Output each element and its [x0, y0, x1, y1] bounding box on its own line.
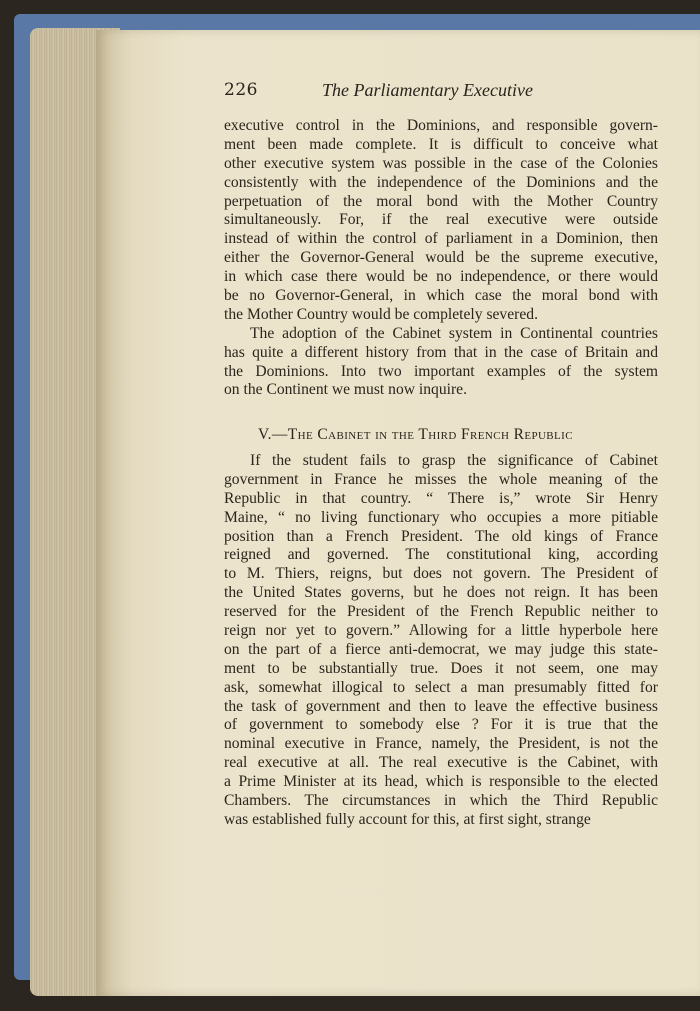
text-line: reserved for the President of the French Republic neither to [224, 603, 658, 621]
text-line: instead of within the control of parliament in a Dominion, then [224, 230, 658, 248]
body-text-bottom [224, 452, 658, 830]
page-header [224, 80, 664, 106]
text-line: consistently with the independence of the Dominions and the [224, 173, 658, 191]
section-heading: V.—The Cabinet in the Third French Republic [258, 426, 573, 443]
text-line: to M. Thiers, reigns, but does not govern. The President of [224, 565, 658, 583]
text-line: has quite a different history from that in the case of Britain and [224, 343, 658, 361]
running-title: The Parliamentary Executive [322, 80, 533, 100]
text-line: reigned and governed. The constitutional king, according [224, 546, 658, 564]
text-line: Chambers. The circumstances in which the Third Republic [224, 792, 658, 810]
text-line: the Mother Country would be completely severed. [224, 305, 538, 323]
text-line: be no Governor-General, in which case the moral bond with [224, 287, 658, 305]
paragraph [224, 325, 658, 401]
body-text-top [224, 117, 658, 400]
text-line: other executive system was possible in the case of the Colonies [224, 154, 658, 172]
text-line: government in France he misses the whole meaning of the [224, 470, 658, 488]
text-line: the task of government and then to leave the effective business [224, 697, 658, 715]
text-line: Republic in that country. “ There is,” wrote Sir Henry [224, 489, 658, 507]
text-line: the Dominions. Into two important examples of the system [224, 362, 658, 380]
text-line: was established fully account for this, at first sight, strange [224, 810, 591, 828]
text-line: of government to somebody else ? For it is true that the [224, 716, 658, 734]
text-line: a Prime Minister at its head, which is responsible to the elected [224, 773, 658, 791]
text-line: real executive at all. The real executive is the Cabinet, with [224, 754, 658, 772]
text-line: the United States governs, but he does not reign. It has been [224, 584, 658, 602]
paragraph [224, 117, 658, 325]
text-line: ment been made complete. It is difficult to conceive what [224, 135, 658, 153]
text-line: Maine, “ no living functionary who occupies a more pitiable [224, 508, 658, 526]
text-line: position than a French President. The old kings of France [224, 527, 658, 545]
text-line: nominal executive in France, namely, the President, is not the [224, 735, 658, 753]
text-line: The adoption of the Cabinet system in Continental countries [250, 324, 658, 342]
text-line: If the student fails to grasp the significance of Cabinet [250, 452, 658, 469]
text-line: ask, somewhat illogical to select a man presumably fitted for [224, 678, 658, 696]
text-line: perpetuation of the moral bond with the Mother Country [224, 192, 658, 210]
page-number: 226 [224, 80, 258, 100]
text-line: simultaneously. For, if the real executive were outside [224, 211, 658, 229]
text-line: reign nor yet to govern.” Allowing for a little hyperbole here [224, 622, 658, 640]
text-line: ment to be substantially true. Does it not seem, one may [224, 659, 658, 677]
paragraph [224, 452, 658, 830]
text-line: on the part of a fierce anti-democrat, we may judge this state- [224, 640, 658, 658]
text-line: executive control in the Dominions, and responsible govern- [224, 117, 658, 134]
text-line: on the Continent we must now inquire. [224, 381, 467, 399]
text-line: in which case there would be no independence, or there would [224, 268, 658, 286]
text-line: either the Governor-General would be the supreme executive, [224, 249, 658, 267]
